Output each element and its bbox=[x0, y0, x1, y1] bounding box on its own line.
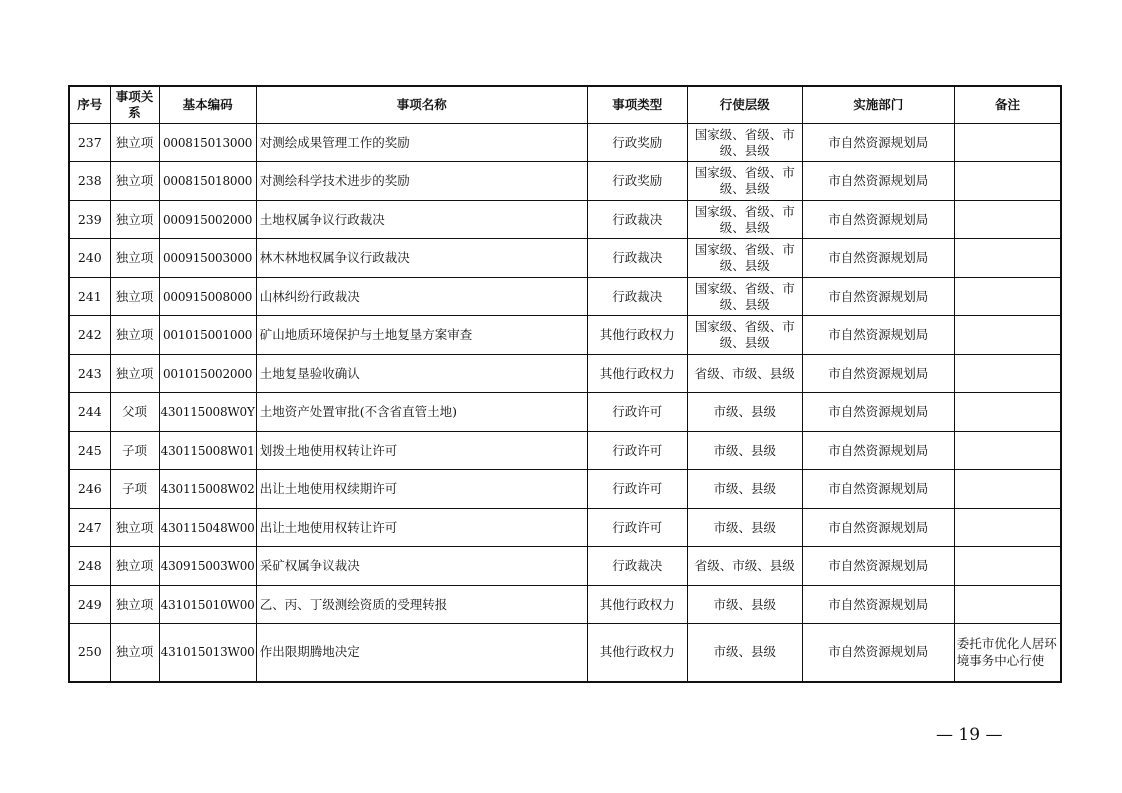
cell-type: 行政裁决 bbox=[587, 278, 687, 316]
cell-relation: 子项 bbox=[110, 432, 159, 470]
cell-note bbox=[954, 316, 1061, 355]
cell-relation: 独立项 bbox=[110, 509, 159, 547]
cell-code: 001015001000 bbox=[159, 316, 256, 355]
cell-seq: 238 bbox=[69, 162, 110, 201]
cell-code: 001015002000 bbox=[159, 355, 256, 393]
header-level: 行使层级 bbox=[687, 86, 802, 124]
cell-level: 市级、县级 bbox=[687, 624, 802, 682]
table-row bbox=[69, 432, 1061, 470]
cell-note bbox=[954, 355, 1061, 393]
cell-name: 出让土地使用权转让许可 bbox=[256, 509, 587, 547]
cell-dept: 市自然资源规划局 bbox=[802, 239, 954, 278]
cell-name: 山林纠纷行政裁决 bbox=[256, 278, 587, 316]
cell-relation: 独立项 bbox=[110, 586, 159, 624]
cell-seq: 250 bbox=[69, 624, 110, 682]
cell-code: 430915003W00 bbox=[159, 547, 256, 586]
cell-note bbox=[954, 547, 1061, 586]
cell-seq: 241 bbox=[69, 278, 110, 316]
cell-name: 土地复垦验收确认 bbox=[256, 355, 587, 393]
table-row bbox=[69, 547, 1061, 586]
cell-note bbox=[954, 162, 1061, 201]
cell-level: 国家级、省级、市级、县级 bbox=[687, 278, 802, 316]
cell-relation: 独立项 bbox=[110, 124, 159, 162]
cell-name: 土地权属争议行政裁决 bbox=[256, 201, 587, 239]
cell-relation: 独立项 bbox=[110, 355, 159, 393]
cell-type: 行政许可 bbox=[587, 470, 687, 509]
cell-relation: 独立项 bbox=[110, 316, 159, 355]
cell-seq: 248 bbox=[69, 547, 110, 586]
cell-dept: 市自然资源规划局 bbox=[802, 355, 954, 393]
cell-relation: 父项 bbox=[110, 393, 159, 432]
cell-type: 其他行政权力 bbox=[587, 586, 687, 624]
table-row bbox=[69, 355, 1061, 393]
cell-level: 省级、市级、县级 bbox=[687, 355, 802, 393]
cell-level: 国家级、省级、市级、县级 bbox=[687, 124, 802, 162]
table-row bbox=[69, 278, 1061, 316]
cell-relation: 独立项 bbox=[110, 547, 159, 586]
cell-dept: 市自然资源规划局 bbox=[802, 278, 954, 316]
header-note: 备注 bbox=[954, 86, 1061, 124]
cell-seq: 242 bbox=[69, 316, 110, 355]
cell-dept: 市自然资源规划局 bbox=[802, 162, 954, 201]
cell-relation: 独立项 bbox=[110, 201, 159, 239]
header-code: 基本编码 bbox=[159, 86, 256, 124]
cell-level: 省级、市级、县级 bbox=[687, 547, 802, 586]
cell-type: 其他行政权力 bbox=[587, 316, 687, 355]
cell-type: 行政奖励 bbox=[587, 124, 687, 162]
cell-name: 矿山地质环境保护与土地复垦方案审查 bbox=[256, 316, 587, 355]
cell-type: 行政裁决 bbox=[587, 201, 687, 239]
cell-name: 出让土地使用权续期许可 bbox=[256, 470, 587, 509]
cell-code: 000915003000 bbox=[159, 239, 256, 278]
cell-seq: 237 bbox=[69, 124, 110, 162]
cell-name: 对测绘成果管理工作的奖励 bbox=[256, 124, 587, 162]
cell-dept: 市自然资源规划局 bbox=[802, 586, 954, 624]
cell-seq: 245 bbox=[69, 432, 110, 470]
cell-dept: 市自然资源规划局 bbox=[802, 624, 954, 682]
cell-name: 林木林地权属争议行政裁决 bbox=[256, 239, 587, 278]
cell-dept: 市自然资源规划局 bbox=[802, 316, 954, 355]
cell-note bbox=[954, 586, 1061, 624]
table-row bbox=[69, 470, 1061, 509]
table-row bbox=[69, 316, 1061, 355]
cell-note bbox=[954, 393, 1061, 432]
table-row bbox=[69, 624, 1061, 682]
cell-code: 430115008W02 bbox=[159, 470, 256, 509]
cell-seq: 243 bbox=[69, 355, 110, 393]
cell-seq: 240 bbox=[69, 239, 110, 278]
cell-name: 土地资产处置审批(不含省直管土地) bbox=[256, 393, 587, 432]
cell-type: 行政裁决 bbox=[587, 239, 687, 278]
cell-type: 行政许可 bbox=[587, 393, 687, 432]
cell-level: 市级、县级 bbox=[687, 586, 802, 624]
header-seq: 序号 bbox=[69, 86, 110, 124]
cell-relation: 独立项 bbox=[110, 278, 159, 316]
cell-level: 市级、县级 bbox=[687, 509, 802, 547]
cell-dept: 市自然资源规划局 bbox=[802, 393, 954, 432]
cell-level: 市级、县级 bbox=[687, 432, 802, 470]
cell-seq: 246 bbox=[69, 470, 110, 509]
cell-relation: 独立项 bbox=[110, 624, 159, 682]
cell-type: 行政许可 bbox=[587, 509, 687, 547]
cell-dept: 市自然资源规划局 bbox=[802, 124, 954, 162]
cell-relation: 独立项 bbox=[110, 239, 159, 278]
header-dept: 实施部门 bbox=[802, 86, 954, 124]
cell-code: 000815013000 bbox=[159, 124, 256, 162]
page-number: — 19 — bbox=[936, 725, 1003, 745]
cell-level: 国家级、省级、市级、县级 bbox=[687, 316, 802, 355]
cell-name: 划拨土地使用权转让许可 bbox=[256, 432, 587, 470]
table-row bbox=[69, 201, 1061, 239]
cell-note bbox=[954, 278, 1061, 316]
cell-relation: 子项 bbox=[110, 470, 159, 509]
cell-note bbox=[954, 124, 1061, 162]
cell-name: 采矿权属争议裁决 bbox=[256, 547, 587, 586]
cell-code: 431015010W00 bbox=[159, 586, 256, 624]
cell-type: 行政奖励 bbox=[587, 162, 687, 201]
cell-code: 430115008W01 bbox=[159, 432, 256, 470]
cell-note bbox=[954, 239, 1061, 278]
cell-type: 行政许可 bbox=[587, 432, 687, 470]
cell-code: 430115008W0Y bbox=[159, 393, 256, 432]
cell-type: 行政裁决 bbox=[587, 547, 687, 586]
cell-name: 对测绘科学技术进步的奖励 bbox=[256, 162, 587, 201]
header-relation: 事项关系 bbox=[110, 86, 159, 124]
cell-dept: 市自然资源规划局 bbox=[802, 201, 954, 239]
cell-name: 作出限期腾地决定 bbox=[256, 624, 587, 682]
table-body bbox=[69, 124, 1061, 682]
header-type: 事项类型 bbox=[587, 86, 687, 124]
cell-name: 乙、丙、丁级测绘资质的受理转报 bbox=[256, 586, 587, 624]
cell-code: 000915008000 bbox=[159, 278, 256, 316]
cell-relation: 独立项 bbox=[110, 162, 159, 201]
cell-seq: 239 bbox=[69, 201, 110, 239]
cell-note bbox=[954, 201, 1061, 239]
cell-level: 国家级、省级、市级、县级 bbox=[687, 162, 802, 201]
items-table bbox=[68, 85, 1062, 683]
cell-dept: 市自然资源规划局 bbox=[802, 547, 954, 586]
table-row bbox=[69, 509, 1061, 547]
cell-level: 市级、县级 bbox=[687, 470, 802, 509]
cell-note bbox=[954, 432, 1061, 470]
cell-dept: 市自然资源规划局 bbox=[802, 432, 954, 470]
cell-level: 市级、县级 bbox=[687, 393, 802, 432]
cell-code: 431015013W00 bbox=[159, 624, 256, 682]
table-row bbox=[69, 586, 1061, 624]
cell-dept: 市自然资源规划局 bbox=[802, 509, 954, 547]
cell-seq: 249 bbox=[69, 586, 110, 624]
cell-level: 国家级、省级、市级、县级 bbox=[687, 201, 802, 239]
header-name: 事项名称 bbox=[256, 86, 587, 124]
table-header-row bbox=[69, 86, 1061, 124]
cell-note bbox=[954, 470, 1061, 509]
cell-seq: 247 bbox=[69, 509, 110, 547]
cell-dept: 市自然资源规划局 bbox=[802, 470, 954, 509]
table-row bbox=[69, 124, 1061, 162]
cell-type: 其他行政权力 bbox=[587, 355, 687, 393]
cell-note: 委托市优化人居环境事务中心行使 bbox=[954, 624, 1061, 682]
cell-seq: 244 bbox=[69, 393, 110, 432]
table-row bbox=[69, 393, 1061, 432]
cell-level: 国家级、省级、市级、县级 bbox=[687, 239, 802, 278]
cell-code: 000815018000 bbox=[159, 162, 256, 201]
cell-note bbox=[954, 509, 1061, 547]
cell-code: 000915002000 bbox=[159, 201, 256, 239]
cell-type: 其他行政权力 bbox=[587, 624, 687, 682]
table-row bbox=[69, 162, 1061, 201]
table-row bbox=[69, 239, 1061, 278]
cell-code: 430115048W00 bbox=[159, 509, 256, 547]
